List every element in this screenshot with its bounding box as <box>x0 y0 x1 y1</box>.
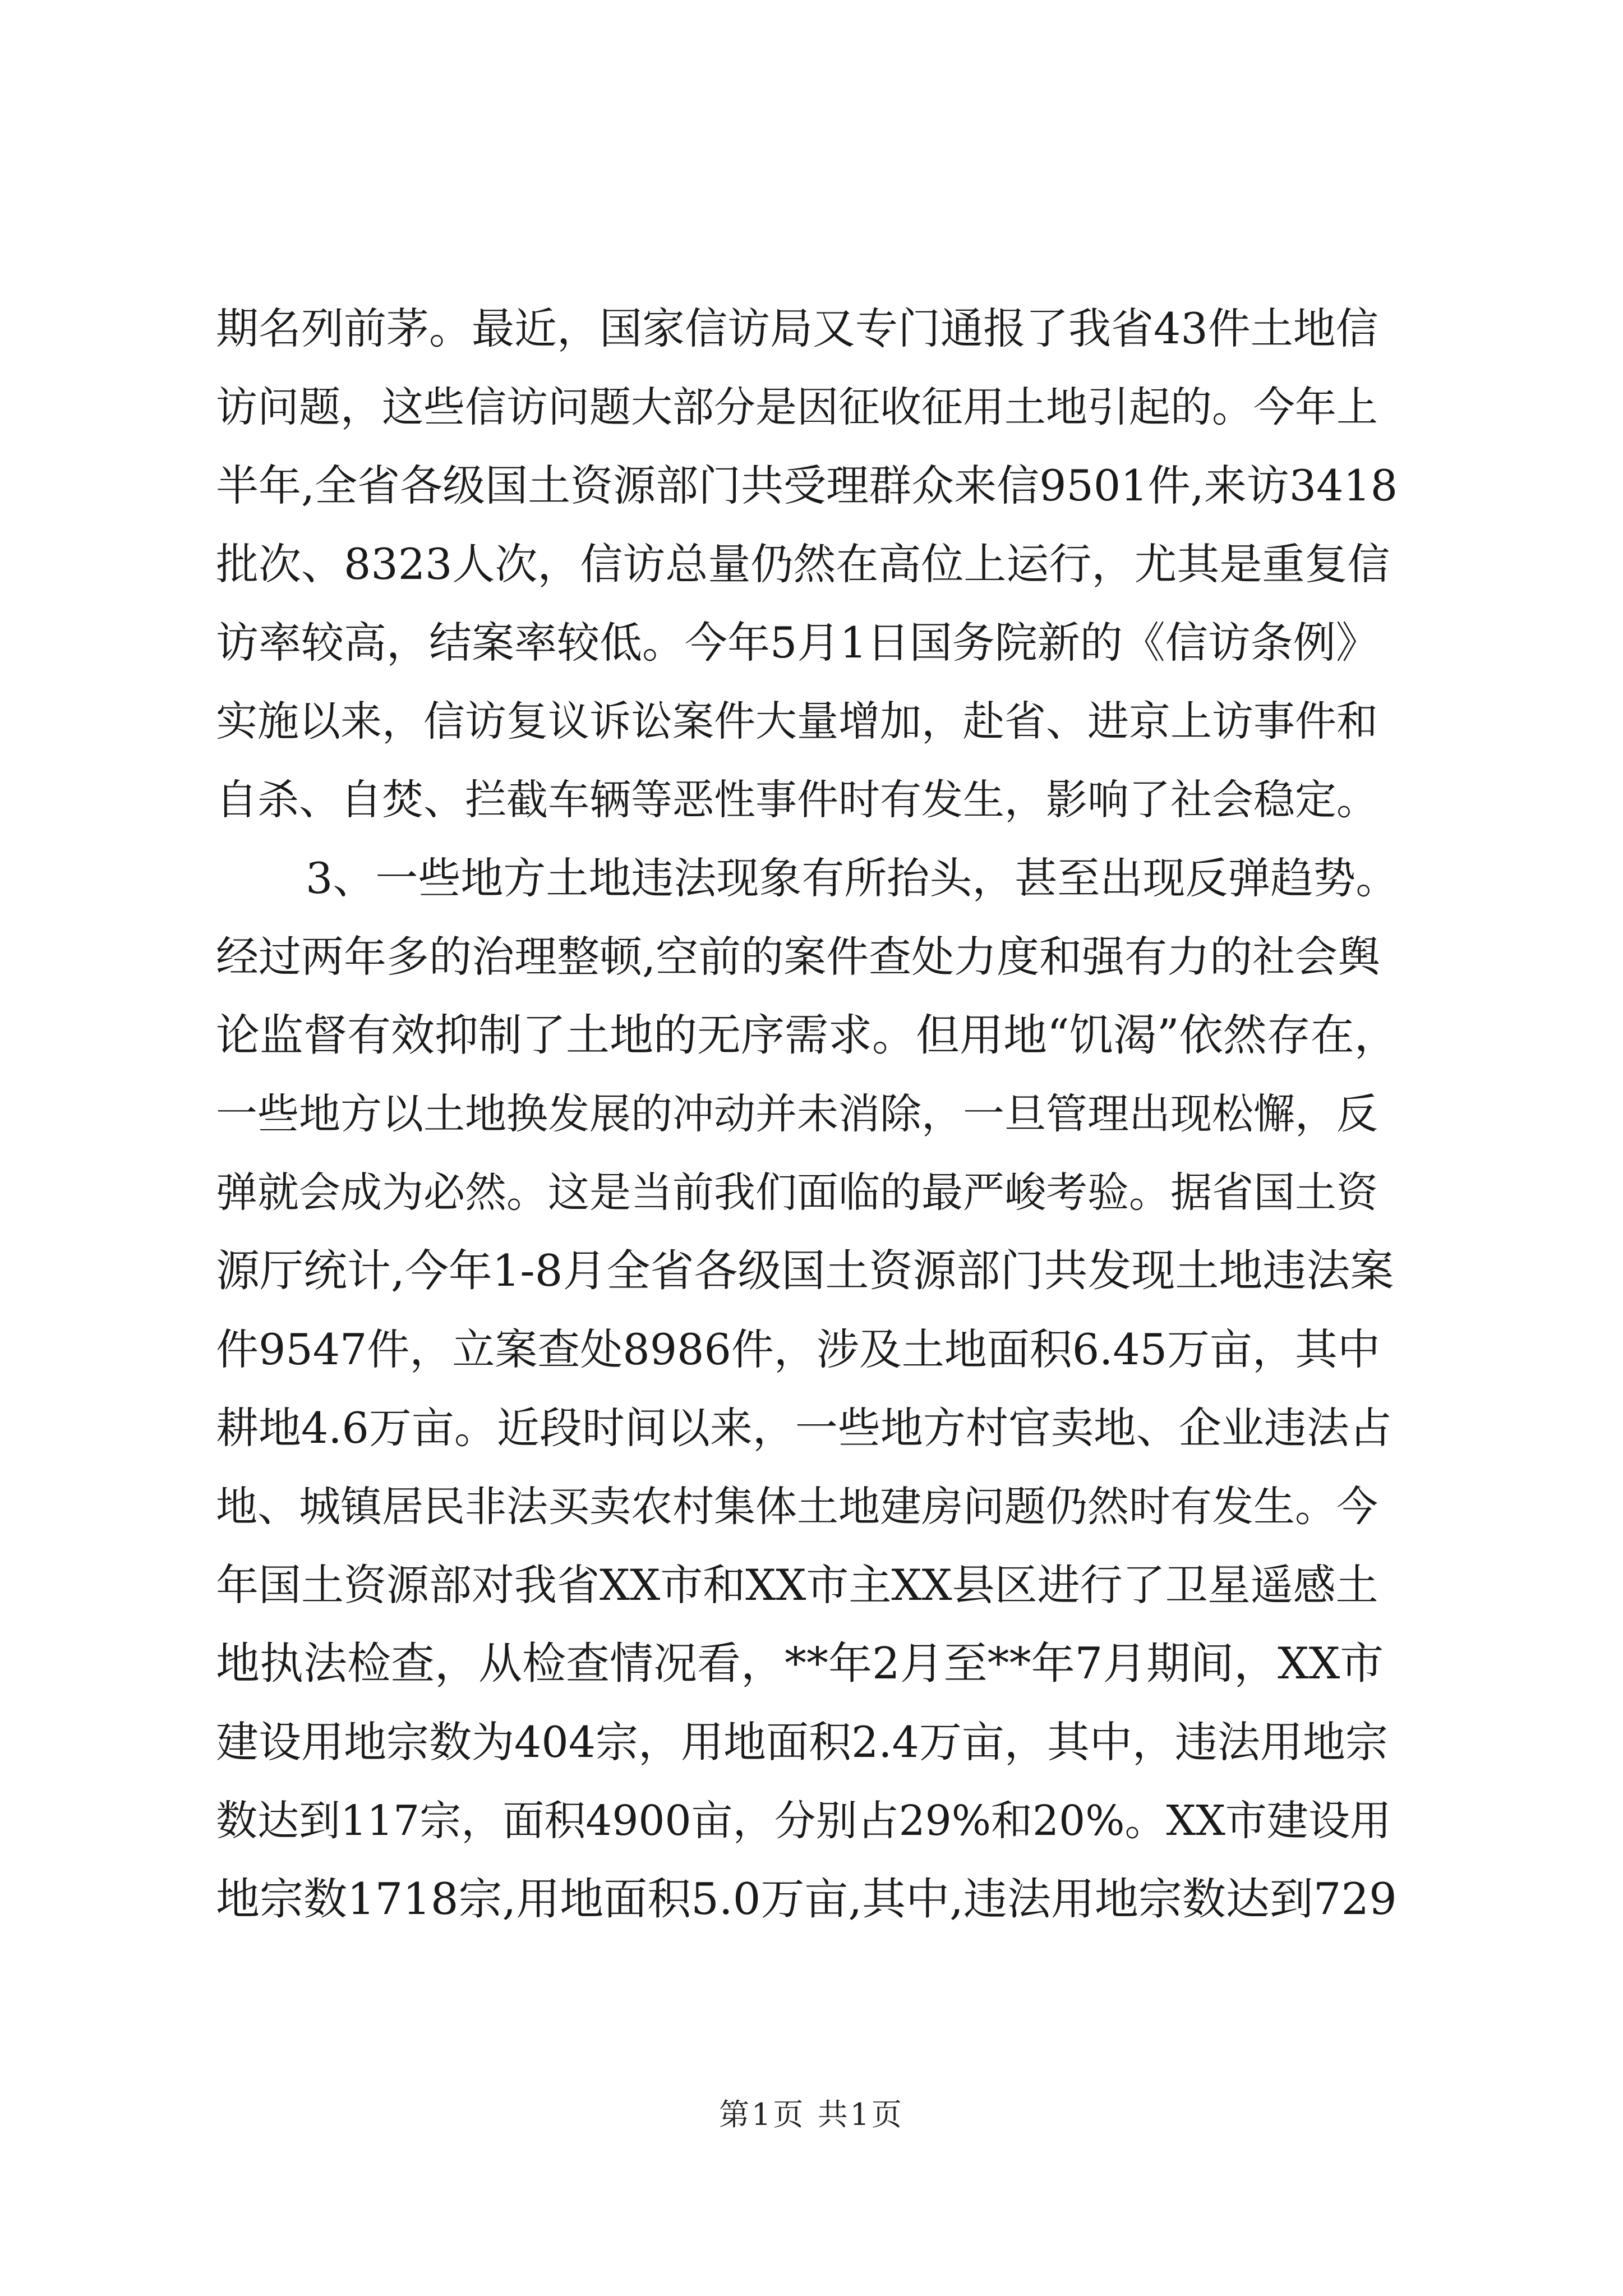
text-line: 建设用地宗数为404宗，用地面积2.4万亩，其中，违法用地宗 <box>216 1717 1388 1767</box>
text-line: 论监督有效抑制了土地的无序需求。但用地“饥渴”依然存在， <box>216 1010 1398 1061</box>
text-line: 地执法检查，从检查情况看，**年2月至**年7月期间，XX市 <box>216 1639 1384 1689</box>
text-line: 耕地4.6万亩。近段时间以来，一些地方村官卖地、企业违法占 <box>216 1403 1392 1453</box>
text-line: 地宗数1718宗,用地面积5.0万亩,其中,违法用地宗数达到729 <box>216 1874 1397 1925</box>
text-line: 自杀、自焚、拦截车辆等恶性事件时有发生，影响了社会稳定。 <box>216 776 1378 824</box>
text-line: 访问题，这些信访问题大部分是因征收征用土地引起的。今年上 <box>216 383 1378 431</box>
text-line: 年国土资源部对我省XX市和XX市主XX县区进行了卫星遥感土 <box>216 1560 1378 1610</box>
text-line: 一些地方以土地换发展的冲动并未消除，一旦管理出现松懈，反 <box>216 1090 1378 1138</box>
page-footer: 第1页 共1页 <box>719 2097 904 2132</box>
text-line: 批次、8323人次，信访总量仍然在高位上运行，尤其是重复信 <box>216 539 1390 589</box>
text-line: 访率较高，结案率较低。今年5月1日国务院新的《信访条例》 <box>216 618 1378 668</box>
text-line: 弹就会成为必然。这是当前我们面临的最严峻考验。据省国土资 <box>216 1168 1378 1217</box>
text-line: 地、城镇居民非法买卖农村集体土地建房问题仍然时有发生。今 <box>216 1483 1378 1531</box>
section-heading-line: 3、一些地方土地违法现象有所抬头，甚至出现反弹趋势。 <box>306 853 1399 903</box>
text-line: 件9547件，立案查处8986件，涉及土地面积6.45万亩，其中 <box>216 1324 1381 1374</box>
text-line: 半年,全省各级国土资源部门共受理群众来信9501件,来访3418 <box>216 461 1398 510</box>
text-line: 源厅统计,今年1-8月全省各级国土资源部门共发现土地违法案 <box>216 1246 1394 1296</box>
text-line: 期名列前茅。最近，国家信访局又专门通报了我省43件土地信 <box>216 303 1378 353</box>
text-line: 数达到117宗，面积4900亩，分别占29%和20%。XX市建设用 <box>216 1797 1391 1845</box>
text-line: 经过两年多的治理整顿,空前的案件查处力度和强有力的社会舆 <box>216 932 1381 982</box>
text-line: 实施以来，信访复议诉讼案件大量增加，赴省、进京上访事件和 <box>216 697 1378 746</box>
